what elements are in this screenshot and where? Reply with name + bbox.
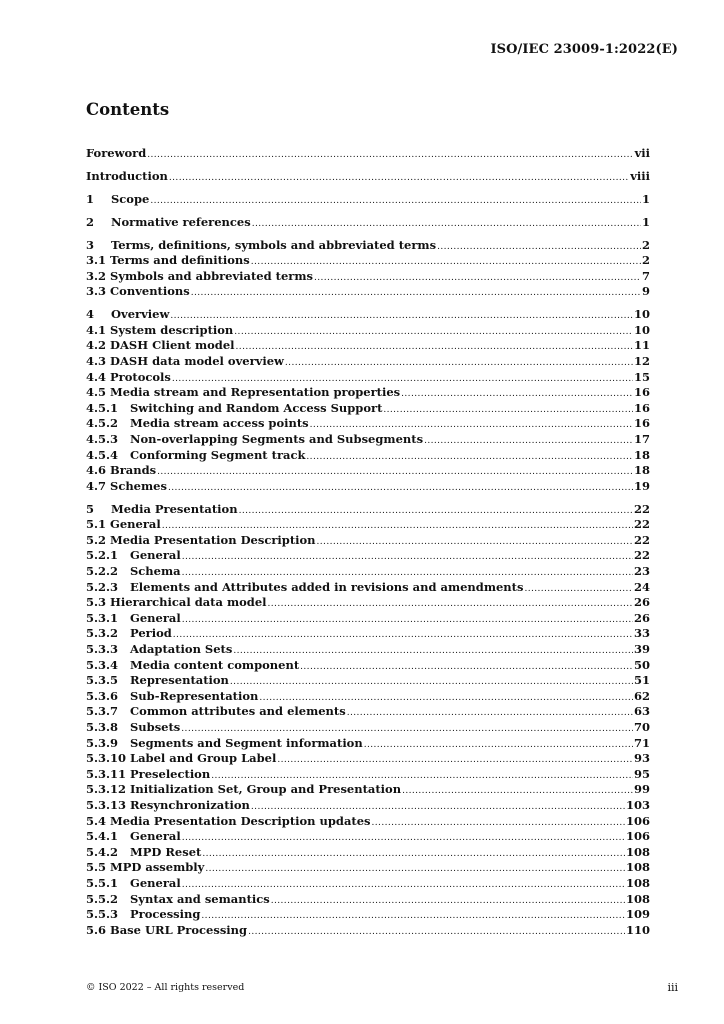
toc-section-number: 1 [86, 191, 95, 206]
toc-section-number: 4.1 [86, 322, 107, 337]
toc-entry[interactable] [86, 479, 650, 495]
toc-entry[interactable] [86, 798, 650, 814]
toc-entry-title: Sub-Representation [130, 688, 259, 703]
toc-page-number: 22 [633, 548, 650, 563]
toc-entry-title: Initialization Set, Group and Presentation [130, 782, 402, 797]
toc-page-number: 23 [633, 564, 650, 579]
document-id-header: ISO/IEC 23009-1:2022(E) [490, 42, 678, 57]
toc-section-number: 4.5.3 [86, 431, 119, 446]
toc-page-number: 50 [633, 657, 650, 672]
toc-entry[interactable] [86, 860, 650, 876]
page-title: Contents [86, 100, 170, 119]
dot-leader [300, 662, 633, 672]
toc-entry[interactable] [86, 238, 650, 254]
dot-leader [524, 584, 633, 594]
toc-entry-title: Resynchronization [130, 797, 250, 812]
toc-entry-title: Conforming Segment track [130, 447, 306, 462]
toc-entry-title: Conventions [110, 284, 190, 299]
dot-leader [437, 242, 641, 252]
toc-entry-title: Non-overlapping Segments and Subsegments [130, 431, 424, 446]
dot-leader [150, 196, 641, 206]
toc-entry[interactable] [86, 767, 650, 783]
toc-entry-title: Adaptation Sets [130, 642, 233, 656]
dot-leader [147, 150, 633, 160]
dot-leader [239, 506, 633, 516]
dot-leader [230, 677, 633, 687]
dot-leader [202, 849, 625, 859]
toc-page-number: 1 [641, 214, 650, 229]
dot-leader [252, 219, 641, 229]
toc-page-number: 17 [633, 431, 650, 446]
toc-entry[interactable] [86, 338, 650, 354]
dot-leader [424, 436, 633, 446]
toc-section-number: 5.4.1 [86, 829, 119, 844]
toc-entry-title: General [130, 875, 181, 890]
toc-page-number: 22 [633, 517, 650, 532]
toc-section-number: 4 [86, 307, 95, 322]
toc-entry-title: Symbols and abbreviated terms [110, 268, 314, 283]
toc-page-number: 19 [633, 478, 650, 493]
toc-section-number: 5.3.8 [86, 719, 119, 734]
toc-section-number: 4.5 [86, 385, 107, 400]
toc-entry[interactable] [86, 215, 650, 231]
toc-page-number: 39 [633, 642, 650, 656]
toc-section-number: 5.2.1 [86, 548, 119, 563]
dot-leader [314, 273, 641, 283]
toc-entry-title: Preselection [130, 766, 211, 781]
dot-leader [268, 599, 633, 609]
dot-leader [277, 755, 633, 765]
toc-section-number: 5.3.12 [86, 782, 127, 797]
toc-section-number: 5.3.10 [86, 751, 127, 766]
toc-section-number: 4.5.1 [86, 400, 119, 415]
toc-entry-title: Common attributes and elements [130, 704, 346, 719]
toc-entry[interactable] [86, 564, 650, 580]
toc-entry-title: Media content component [130, 657, 300, 672]
dot-leader [317, 537, 633, 547]
toc-entry-title: Schemes [110, 478, 167, 493]
dot-leader [251, 802, 625, 812]
toc-page-number: 9 [641, 284, 650, 299]
toc-section-number: 4.4 [86, 369, 107, 384]
toc-page-number: 108 [625, 891, 650, 906]
toc-entry-title: MPD assembly [110, 860, 205, 875]
toc-page-number: 10 [633, 307, 650, 322]
toc-section-number: 5.3.11 [86, 766, 127, 781]
toc-page-number: 16 [633, 385, 650, 400]
dot-leader [205, 864, 625, 874]
toc-entry[interactable] [86, 253, 650, 269]
toc-entry[interactable] [86, 284, 650, 300]
toc-entry-title: Media stream access points [130, 416, 309, 431]
toc-entry[interactable] [86, 782, 650, 798]
dot-leader [157, 467, 633, 477]
toc-entry[interactable] [86, 517, 650, 533]
toc-entry[interactable] [86, 502, 650, 518]
dot-leader [236, 342, 633, 352]
toc-page-number: 15 [633, 369, 650, 384]
toc-entry-title: Label and Group Label [130, 751, 277, 766]
toc-page-number: 18 [633, 447, 650, 462]
toc-entry[interactable] [86, 892, 650, 908]
toc-entry-title: DASH data model overview [110, 354, 284, 369]
toc-entry-title: Scope [111, 191, 150, 206]
toc-entry-title: Protocols [110, 369, 171, 384]
toc-entry[interactable] [86, 829, 650, 845]
dot-leader [364, 740, 633, 750]
toc-page-number: 12 [633, 354, 650, 369]
dot-leader [182, 833, 625, 843]
toc-entry-title: Media Presentation Description [110, 532, 316, 547]
toc-entry[interactable] [86, 307, 650, 323]
toc-entry-title: Representation [130, 673, 229, 688]
toc-section-number: 5.2 [86, 532, 107, 547]
dot-leader [310, 420, 633, 430]
toc-section-number: 5.5.3 [86, 907, 119, 922]
toc-section-number: 3.1 [86, 253, 107, 268]
toc-page-number: 95 [633, 766, 650, 781]
toc-section-number: 5.2.2 [86, 564, 119, 579]
dot-leader [181, 724, 633, 734]
toc-page-number: vii [634, 146, 650, 160]
toc-page-number: 7 [641, 268, 650, 283]
toc-page-number: 18 [633, 463, 650, 478]
toc-entry-title: Normative references [111, 214, 251, 229]
toc-page-number: 26 [633, 595, 650, 610]
toc-section-number: 5.3.5 [86, 673, 119, 688]
toc-entry-title: Segments and Segment information [130, 735, 363, 750]
dot-leader [211, 771, 633, 781]
toc-section-number: 5.3 [86, 595, 107, 610]
dot-leader [347, 708, 633, 718]
toc-entry-title: Hierarchical data model [110, 595, 267, 610]
dot-leader [162, 521, 633, 531]
toc-entry[interactable] [86, 533, 650, 549]
toc-section-number: 5.4 [86, 813, 107, 828]
toc-entry-title: Period [130, 626, 172, 641]
toc-page-number: 63 [633, 704, 650, 719]
toc-entry[interactable] [86, 814, 650, 830]
toc-section-number: 5.4.2 [86, 844, 119, 859]
toc-entry-title: Media Presentation Description updates [110, 813, 371, 828]
toc-page-number: 22 [633, 501, 650, 516]
toc-section-number: 5 [86, 501, 95, 516]
dot-leader [248, 927, 625, 937]
toc-entry-title: General [110, 517, 161, 532]
toc-section-number: 4.6 [86, 463, 107, 478]
toc-entry[interactable] [86, 192, 650, 208]
toc-entry-title: System description [110, 322, 234, 337]
toc-page-number: 11 [633, 338, 650, 353]
toc-section-number: 4.7 [86, 478, 107, 493]
toc-entry-title: Schema [130, 564, 181, 579]
toc-entry[interactable] [86, 626, 650, 642]
toc-entry[interactable] [86, 720, 650, 736]
toc-page-number: 106 [625, 829, 650, 844]
dot-leader [372, 818, 625, 828]
toc-entry[interactable] [86, 269, 650, 285]
toc-entry[interactable] [86, 704, 650, 720]
toc-page-number: 71 [633, 735, 650, 750]
toc-entry[interactable] [86, 432, 650, 448]
dot-leader [285, 358, 633, 368]
toc-section-number: 5.5.1 [86, 875, 119, 890]
toc-entry-title: Processing [130, 907, 201, 922]
dot-leader [402, 786, 633, 796]
toc-section-number: 5.3.4 [86, 657, 119, 672]
dot-leader [182, 552, 633, 562]
dot-leader [169, 173, 629, 183]
toc-entry[interactable] [86, 923, 650, 939]
dot-leader [201, 911, 625, 921]
toc-section-number: 5.3.13 [86, 797, 127, 812]
copyright-footer: © ISO 2022 – All rights reserved [86, 982, 245, 993]
toc-page-number: 24 [633, 579, 650, 594]
dot-leader [234, 327, 633, 337]
toc-entry[interactable] [86, 370, 650, 386]
dot-leader [271, 896, 625, 906]
toc-section-number: 3.2 [86, 268, 107, 283]
toc-entry[interactable] [86, 548, 650, 564]
toc-page-number: 62 [633, 688, 650, 703]
toc-entry-title: Media Presentation [111, 501, 238, 516]
toc-entry-title: General [130, 548, 181, 563]
toc-page-number: viii [630, 168, 650, 183]
toc-section-number: 5.1 [86, 517, 107, 532]
toc-entry[interactable] [86, 876, 650, 892]
dot-leader [251, 257, 641, 267]
toc-page-number: 33 [633, 626, 650, 641]
toc-entry[interactable] [86, 354, 650, 370]
toc-page-number: 10 [633, 322, 650, 337]
page-number: iii [667, 981, 678, 994]
toc-entry[interactable] [86, 448, 650, 464]
dot-leader [306, 452, 633, 462]
toc-entry-title: Subsets [130, 719, 181, 734]
dot-leader [259, 693, 633, 703]
dot-leader [170, 311, 633, 321]
toc-entry-title: General [130, 610, 181, 625]
toc-section-number: 5.3.6 [86, 688, 119, 703]
toc-entry[interactable] [86, 736, 650, 752]
toc-section-number: 5.3.7 [86, 704, 119, 719]
toc-page-number: 2 [641, 237, 650, 252]
toc-section-number: 5.3.1 [86, 610, 119, 625]
toc-page-number: 22 [633, 532, 650, 547]
toc-page-number: 109 [625, 907, 650, 922]
toc-entry-title: Elements and Attributes added in revisions and amendments [130, 579, 524, 594]
toc-entry-title: General [130, 829, 181, 844]
toc-entry[interactable] [86, 658, 650, 674]
toc-entry[interactable] [86, 463, 650, 479]
toc-entry[interactable] [86, 169, 650, 185]
toc-entry-title: Terms, definitions, symbols and abbreviated terms [111, 237, 437, 252]
toc-section-number: 4.5.4 [86, 447, 119, 462]
toc-section-number: 4.5.2 [86, 416, 119, 431]
toc-section-number: 5.3.2 [86, 626, 119, 641]
toc-entry-title: Media stream and Representation properties [110, 385, 401, 400]
toc-page-number: 110 [625, 922, 650, 937]
toc-entry-title: MPD Reset [130, 844, 202, 859]
toc-page-number: 108 [625, 844, 650, 859]
toc-page-number: 16 [633, 416, 650, 431]
toc-entry[interactable] [86, 751, 650, 767]
toc-entry-title: Overview [111, 307, 170, 322]
dot-leader [172, 374, 633, 384]
dot-leader [233, 646, 633, 656]
toc-section-number: 3.3 [86, 284, 107, 299]
toc-page-number: 108 [625, 860, 650, 875]
toc-entry-title: Foreword [86, 146, 147, 160]
dot-leader [383, 405, 633, 415]
toc-page-number: 16 [633, 400, 650, 415]
toc-page-number: 103 [625, 797, 650, 812]
toc-page-number: 108 [625, 875, 650, 890]
toc-section-number: 5.6 [86, 922, 107, 937]
toc-entry[interactable] [86, 385, 650, 401]
toc-page-number: 99 [633, 782, 650, 797]
toc-entry[interactable] [86, 689, 650, 705]
toc-entry[interactable] [86, 595, 650, 611]
toc-section-number: 5.3.9 [86, 735, 119, 750]
toc-entry-title: Brands [110, 463, 157, 478]
toc-entry[interactable] [86, 642, 650, 658]
toc-entry-title: Introduction [86, 168, 168, 183]
toc-entry-title: Terms and definitions [110, 253, 250, 268]
toc-entry[interactable] [86, 580, 650, 596]
toc-entry[interactable] [86, 401, 650, 417]
dot-leader [173, 630, 633, 640]
dot-leader [182, 615, 633, 625]
toc-section-number: 5.3.3 [86, 642, 119, 656]
dot-leader [191, 288, 641, 298]
toc-page-number: 1 [641, 191, 650, 206]
toc-page-number: 51 [633, 673, 650, 688]
toc-page-number: 93 [633, 751, 650, 766]
toc-entry-title: Switching and Random Access Support [130, 400, 383, 415]
toc-section-number: 5.2.3 [86, 579, 119, 594]
toc-entry[interactable] [86, 323, 650, 339]
dot-leader [401, 389, 633, 399]
toc-section-number: 5.5 [86, 860, 107, 875]
toc-section-number: 4.3 [86, 354, 107, 369]
toc-page-number: 26 [633, 610, 650, 625]
toc-section-number: 2 [86, 214, 95, 229]
toc-entry[interactable] [86, 673, 650, 689]
toc-page-number: 70 [633, 719, 650, 734]
toc-entry-title: Base URL Processing [110, 922, 248, 937]
toc-entry[interactable] [86, 611, 650, 627]
toc-entry-title: DASH Client model [110, 338, 235, 353]
dot-leader [168, 483, 633, 493]
dot-leader [182, 880, 625, 890]
toc-entry[interactable] [86, 845, 650, 861]
toc-entry[interactable] [86, 146, 650, 162]
dot-leader [182, 568, 633, 578]
toc-page-number: 2 [641, 253, 650, 268]
toc-section-number: 5.5.2 [86, 891, 119, 906]
toc-entry-title: Syntax and semantics [130, 891, 270, 906]
table-of-contents [86, 146, 650, 938]
toc-page-number: 106 [625, 813, 650, 828]
toc-entry[interactable] [86, 416, 650, 432]
toc-section-number: 3 [86, 237, 95, 252]
toc-section-number: 4.2 [86, 338, 107, 353]
toc-entry[interactable] [86, 907, 650, 923]
